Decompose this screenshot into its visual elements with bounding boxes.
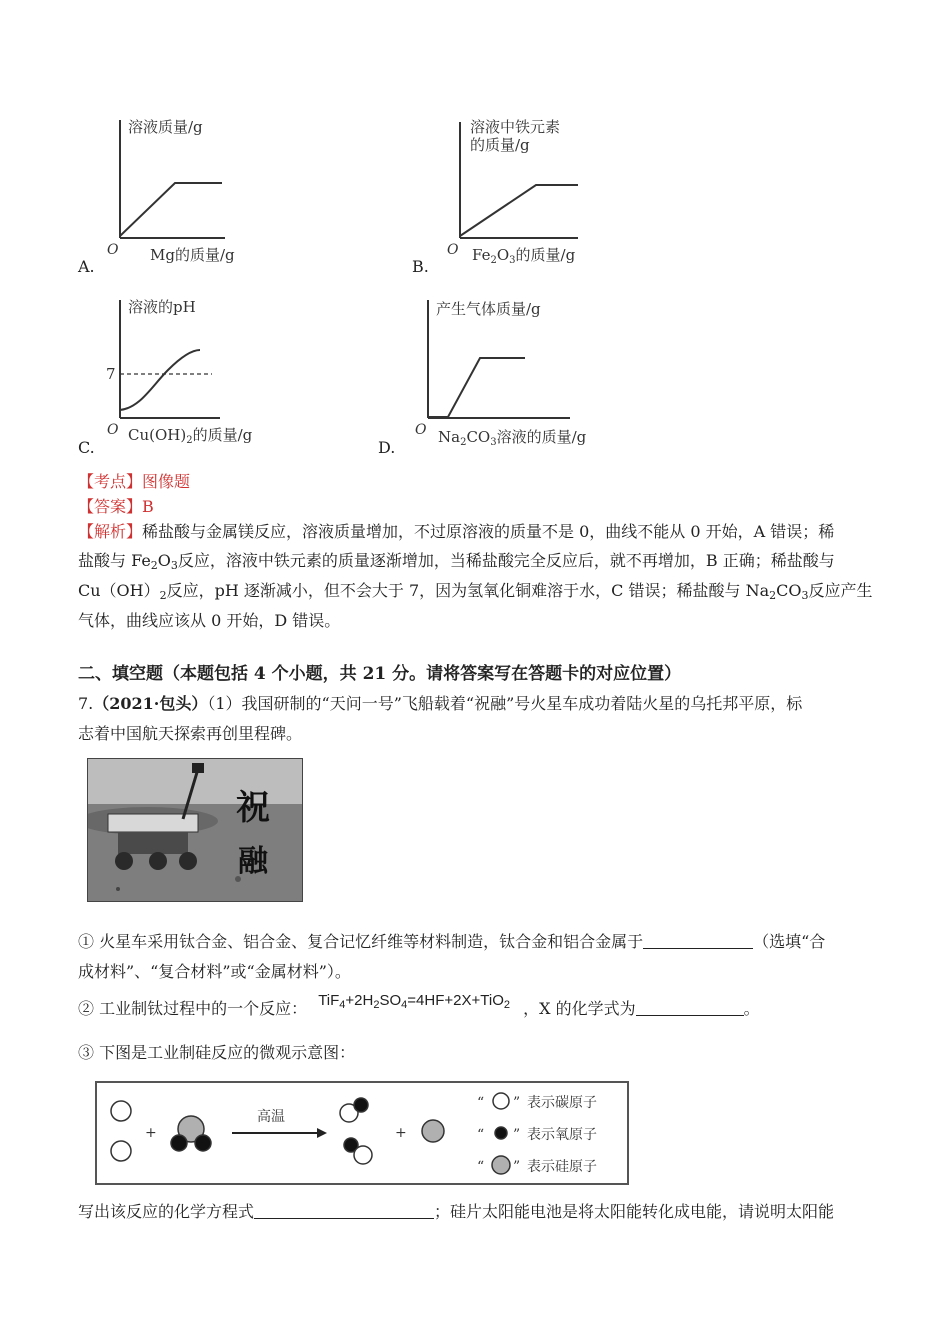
q7-sub2-line: ② 工业制钛过程中的一个反应： $TiF_4+2H_2SO_4=4HF+2X+TiO_2$ ，X 的化学式为 。 — [78, 992, 760, 1018]
kaodian-text: 图像题 — [142, 472, 191, 491]
zhurong-rover-photo — [87, 758, 303, 902]
jiexi-line-1 — [78, 521, 834, 543]
graph-c-xlabel: $Cu(OH)_2$的质量/g — [128, 426, 253, 446]
graph-c-tick-7: 7 — [106, 365, 116, 383]
svg-text:”: ” — [513, 1095, 521, 1111]
reactant-oxygen-1 — [171, 1135, 187, 1151]
kaodian-tag: 【考点】 — [78, 472, 143, 491]
graph-b-xlabel: $Fe_2O_3$的质量/g — [472, 246, 576, 266]
graph-b-origin: O — [447, 242, 459, 258]
q7-blank-2[interactable] — [636, 999, 744, 1016]
graph-a-xlabel: Mg的质量/g — [150, 246, 235, 264]
graph-c-origin: O — [107, 422, 119, 438]
svg-text:“: “ — [477, 1159, 485, 1175]
q7-line-2: 志着中国航天探索再创里程碑。 — [78, 724, 303, 743]
legend-silicon: 表示硅原子 — [527, 1159, 597, 1175]
graph-b — [438, 110, 608, 270]
photo-rong-char: 融 — [238, 844, 268, 879]
q7-line-1: 7.（2021·包头）（1）我国研制的“天问一号”飞船载着“祝融”号火星车成功着陆火星的乌托邦平原，标 — [78, 694, 803, 713]
q7-sub1-line-1: ① 火星车采用钛合金、铝合金、复合记忆纤维等材料制造，钛合金和铝合金属于 （选填“合 — [78, 932, 826, 951]
q7-blank-3[interactable] — [254, 1202, 434, 1219]
product-silicon — [422, 1120, 444, 1142]
graph-a-origin: O — [107, 242, 119, 258]
svg-text:“: “ — [477, 1095, 485, 1111]
svg-text:+: + — [395, 1125, 407, 1141]
graph-d-ylabel: 产生气体质量/g — [436, 300, 541, 318]
q7-source: （2021·包头） — [93, 694, 208, 713]
graph-c-ylabel: 溶液的pH — [128, 298, 196, 316]
q7-number: 7. — [78, 694, 94, 713]
option-d-letter: D. — [378, 438, 396, 457]
section-2-heading: 二、填空题（本题包括 4 个小题，共 21 分。请将答案写在答题卡的对应位置） — [78, 664, 682, 684]
daan-tag: 【答案】 — [78, 497, 143, 516]
daan-line — [78, 496, 154, 518]
graph-d — [410, 290, 610, 455]
svg-text:“: “ — [477, 1127, 485, 1143]
jiexi-line-2: 盐酸与 $Fe_2O_3$反应，溶液中铁元素的质量逐渐增加，当稀盐酸完全反应后，就不再增加，B 正确；稀盐酸与 — [78, 551, 835, 572]
q7-sub3-line: ③ 下图是工业制硅反应的微观示意图： — [78, 1043, 356, 1062]
legend-oxygen: 表示氧原子 — [527, 1127, 597, 1143]
svg-text:+: + — [145, 1125, 157, 1141]
daan-text: B — [142, 497, 154, 516]
q7-sub1-line-2: 成材料”、“复合材料”或“金属材料”）。 — [78, 962, 351, 981]
option-a-letter: A. — [78, 257, 95, 276]
kaodian-line — [78, 471, 190, 493]
svg-text:”: ” — [513, 1159, 521, 1175]
silicon-reaction-diagram — [95, 1081, 629, 1185]
graph-d-xlabel: $Na_2CO_3$溶液的质量/g — [438, 428, 587, 448]
svg-text:”: ” — [513, 1127, 521, 1143]
jiexi-text-1: 稀盐酸与金属镁反应，溶液质量增加，不过原溶液的质量不是 0，曲线不能从 0 开始，A 错误；稀 — [142, 522, 835, 541]
graph-a — [100, 110, 260, 270]
graph-c — [100, 290, 280, 455]
graph-b-ylabel-1: 溶液中铁元素 — [470, 118, 561, 136]
legend-carbon: 表示碳原子 — [527, 1095, 597, 1111]
photo-zhu-char: 祝 — [236, 788, 270, 828]
graph-a-ylabel: 溶液质量/g — [128, 118, 203, 136]
q7-last-line: 写出该反应的化学方程式 ；硅片太阳能电池是将太阳能转化成电能，请说明太阳能 — [78, 1202, 835, 1221]
jiexi-line-3: $Cu(OH)_2$反应，pH 逐渐减小，但不会大于 7，因为氢氧化铜难溶于水，C 错误；稀盐酸与 $Na_2CO_3$反应产生 — [78, 581, 873, 602]
reactant-carbon-2 — [111, 1141, 131, 1161]
graph-d-origin: O — [415, 422, 427, 438]
reaction-equation: $TiF_4+2H_2SO_4=4HF+2X+TiO_2$ — [318, 992, 510, 1011]
jiexi-line-4: 气体，曲线应该从 0 开始，D 错误。 — [78, 611, 341, 630]
arrow-condition: 高温 — [257, 1109, 285, 1125]
q7-blank-1[interactable] — [643, 932, 753, 949]
graph-b-ylabel-2: 的质量/g — [470, 136, 530, 154]
reactant-oxygen-2 — [195, 1135, 211, 1151]
reactant-carbon-1 — [111, 1101, 131, 1121]
jiexi-tag: 【解析】 — [78, 522, 143, 541]
option-c-letter: C. — [78, 438, 95, 457]
option-b-letter: B. — [412, 257, 429, 276]
